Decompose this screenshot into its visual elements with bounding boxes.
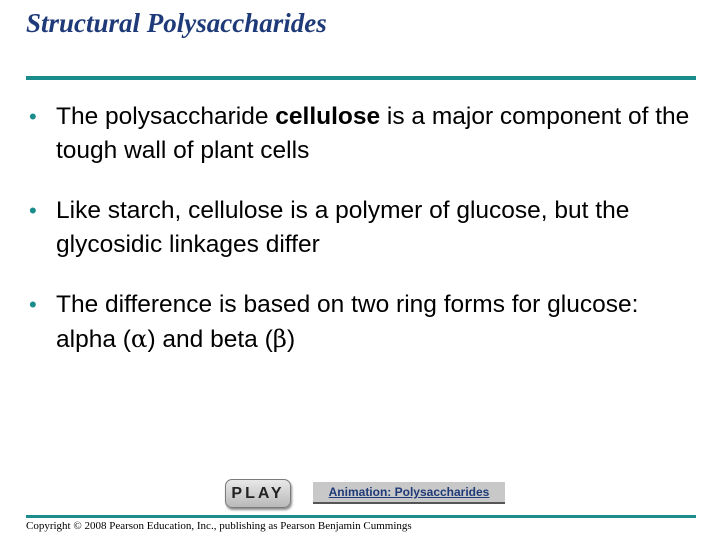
bullet-text: Like starch, cellulose is a polymer of glucose, but the glycosidic linkages differ (56, 197, 630, 258)
alpha-symbol: α (130, 324, 148, 353)
title-divider (26, 76, 696, 80)
bullet-text-middle: ) and beta ( (147, 326, 273, 353)
copyright-notice: Copyright © 2008 Pearson Education, Inc., publishing as Pearson Benjamin Cummings (26, 520, 412, 532)
bullet-marker: • (29, 292, 37, 317)
bullet-text-start: The polysaccharide (56, 103, 276, 130)
footer-divider (26, 515, 696, 518)
animation-link[interactable]: Animation: Polysaccharides (313, 482, 505, 504)
bullet-marker: • (29, 198, 37, 223)
bullet-text-end: is a major component of the tough wall of plant cells (56, 103, 690, 164)
bullet-cellulose (26, 100, 696, 168)
bullet-ring-forms (26, 288, 696, 357)
slide-title: Structural Polysaccharides (26, 8, 327, 38)
bullet-marker: • (29, 104, 37, 129)
beta-symbol: β (272, 324, 287, 353)
bullet-starch-comparison (26, 194, 696, 262)
play-button[interactable]: PLAY (225, 479, 291, 508)
bullet-bold-term: cellulose (275, 103, 381, 130)
bullet-text-end: ) (286, 326, 296, 353)
bullet-text-start: The difference is based on two ring forms for glucose: alpha ( (56, 291, 639, 353)
bullet-list (26, 100, 696, 383)
